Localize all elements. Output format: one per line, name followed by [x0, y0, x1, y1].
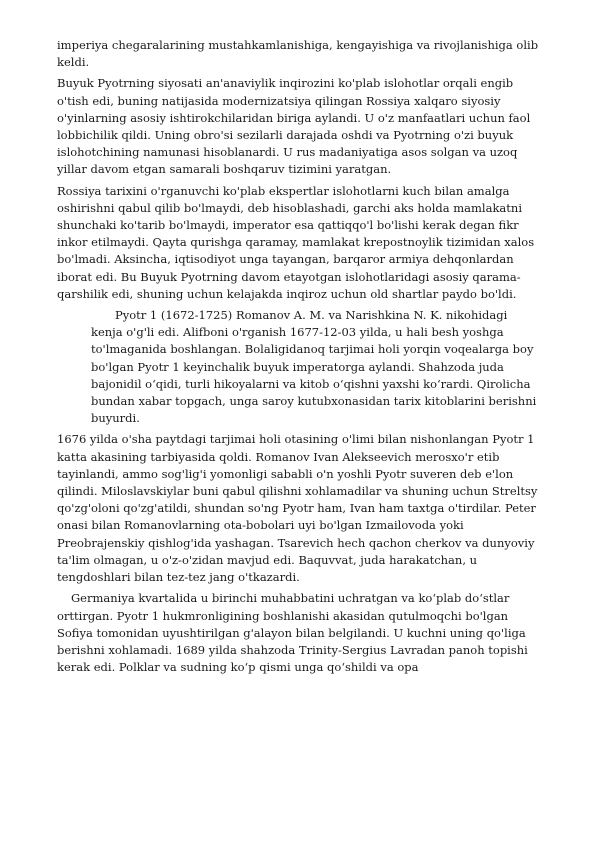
paragraph-experts-opinion: Rossiya tarixini o'rganuvchi ko'plab ekspertlar islohotlarni kuch bilan amalga oshirishni qabul qilib bo'lmaydi, deb hisoblashadi, garchi aks holda mamlakatni shunchaki ko'tarib bo'lmaydi, imperator esa qattiqqo'l bo'lishi kerak degan fikr inkor etilmaydi. Qayta qurishga qaramay, mamlakat krepostnoylik tizimidan xalos bo'lmadi. Aksincha, iqtisodiyot unga tayangan, barqaror armiya dehqonlardan iborat edi. Bu Buyuk Pyotrning davom etayotgan islohotlaridagi asosiy qarama-qarshilik edi, shuning uchun kelajakda inqiroz uchun old shartlar paydo bo'ldi. — [57, 183, 535, 301]
paragraph-german-quarter: Germaniya kvartalida u birinchi muhabbatini uchratgan va ko‘plab do‘stlar orttirgan. Pyotr 1 hukmronligining boshlanishi akasidan qutulmoqchi bo'lgan Sofiya tomonidan uyushtirilgan g'alayon bilan belgilandi. U kuchni uning qo'liga berishni xohlamadi. 1689 yilda shahzoda Trinity-Sergius Lavradan panoh topishi kerak edi. Polklar va sudning ko‘p qismi unga qo‘shildi va opa — [57, 591, 528, 675]
paragraph-peter-policy: Buyuk Pyotrning siyosati an'anaviylik inqirozini ko'plab islohotlar orqali engib o'tish edi, buning natijasida modernizatsiya qilingan Rossiya xalqaro siyosiy o'yinlarning asosiy ishtirokchilaridan biriga aylandi. U o'z manfaatlari uchun faol lobbichilik qildi. Uning obro'si sezilarli darajada oshdi va Pyotrning o'zi buyuk islohotchining namunasi hisoblanardi. U rus madaniyatiga asos solgan va uzoq yillar davom etgan samarali boshqaruv tizimini yaratgan. — [57, 76, 531, 177]
document-page — [57, 37, 539, 680]
paragraph-peter-childhood: Pyotr 1 (1672-1725) Romanov A. M. va Narishkina N. K. nikohidagi kenja o'g'li edi. Alifboni o'rganish 1677-12-03 yilda, u hali besh yoshga to'lmaganida boshlangan. Bolaligidanoq tarjimai holi yorqin voqealarga boy bo'lgan Pyotr 1 keyinchalik buyuk imperatorga aylandi. Shahzoda juda bajonidil o‘qidi, turli hikoyalarni va kitob o‘qishni yaxshi ko‘rardi. Qirolicha bundan xabar topgach, unga saroy kutubxonasidan tarix kitoblarini berishni buyurdi. — [91, 308, 537, 426]
paragraph-empire-consequences: imperiya chegaralarining mustahkamlanishiga, kengayishiga va rivojlanishiga olib keldi. — [57, 38, 539, 70]
paragraph-peter-accession: 1676 yilda o'sha paytdagi tarjimai holi otasining o'limi bilan nishonlangan Pyotr 1 katta akasining tarbiyasida qoldi. Romanov Ivan Alekseevich merosxo'r etib tayinlandi, ammo sog'lig'i yomonligi sababli o'n yoshli Pyotr suveren deb e'lon qilindi. Miloslavskiylar buni qabul qilishni xohlamadilar va shuning uchun Streltsy qo'zg'oloni qo'zg'atildi, shundan so'ng Pyotr ham, Ivan ham taxtga o'tirdilar. Peter onasi bilan Romanovlarning ota-bobolari uyi bo'lgan Izmailovoda yoki Preobrajenskiy qishlog'ida yashagan. Tsarevich hech qachon cherkov va dunyoviy ta'lim olmagan, u o'z-o'zidan mavjud edi. Baquvvat, juda harakatchan, u tengdoshlari bilan tez-tez jang o'tkazardi. — [57, 432, 538, 585]
